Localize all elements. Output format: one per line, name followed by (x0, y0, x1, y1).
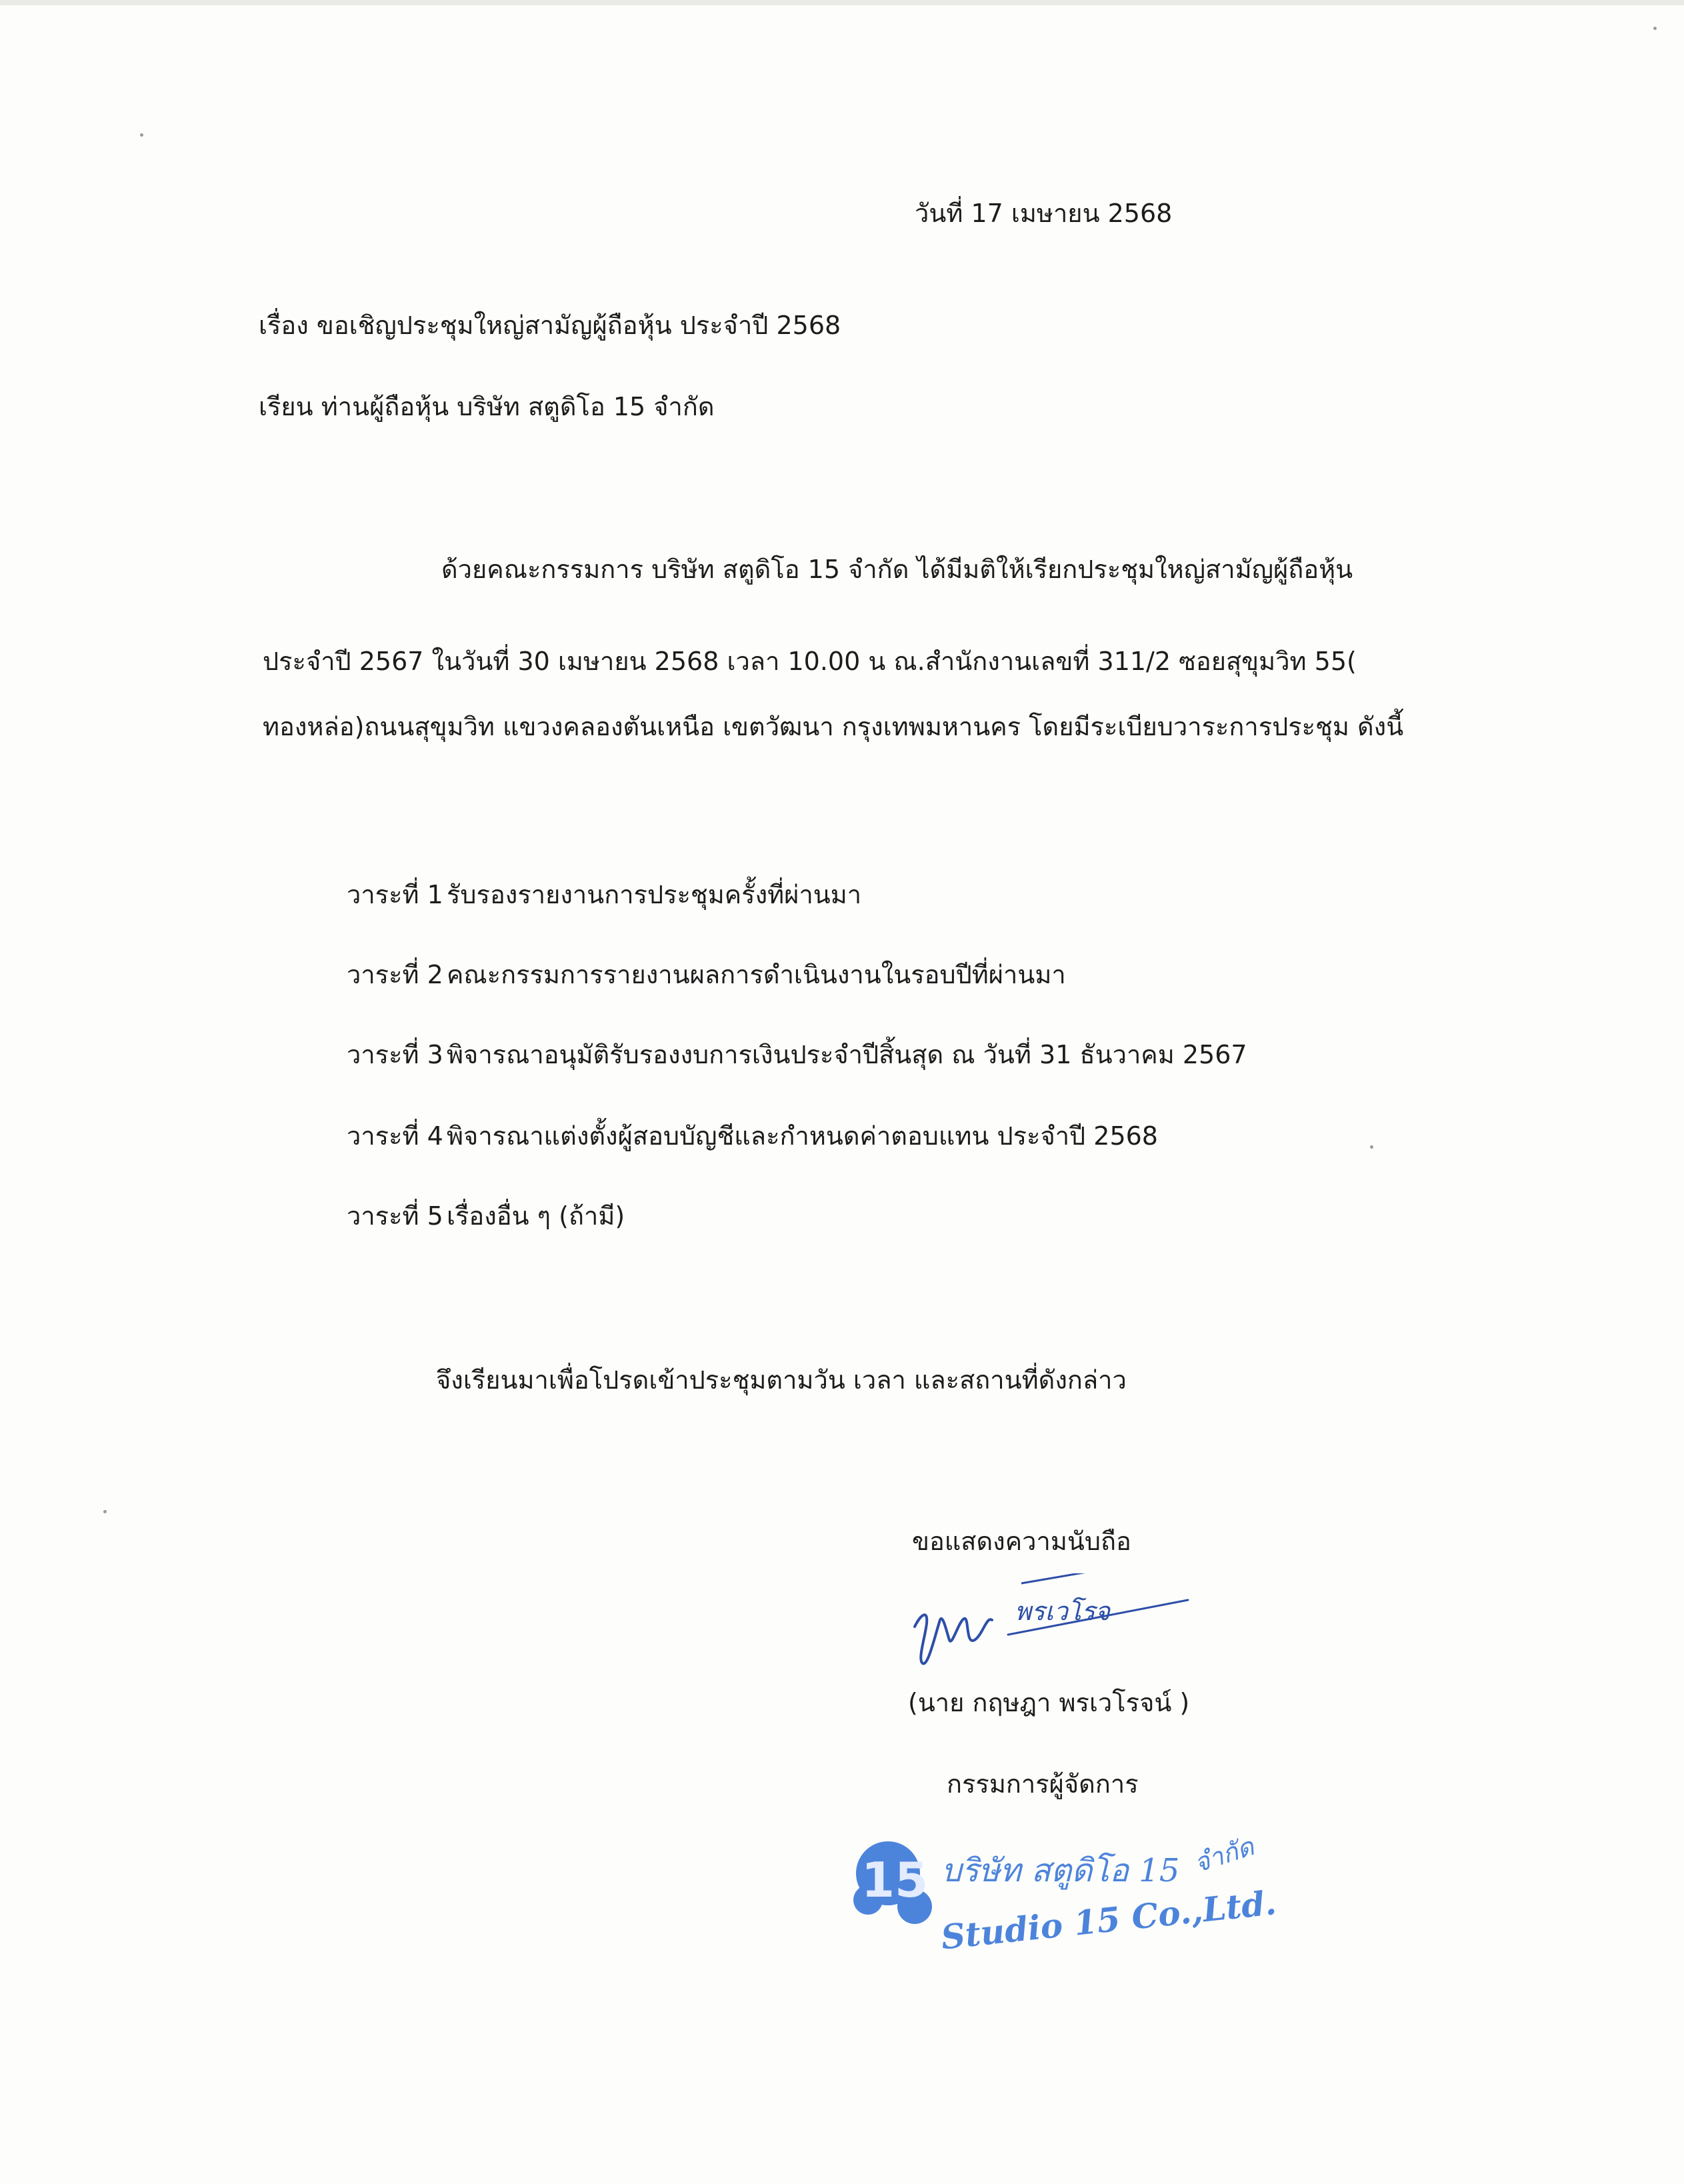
body-line-3: ทองหล่อ)ถนนสุขุมวิท แขวงคลองตันเหนือ เขตวัฒนา กรุงเทพมหานคร โดยมีระเบียบวาระการประชุม ดังนี้ (263, 712, 1404, 741)
agenda-item (347, 1039, 1247, 1071)
handwritten-signature (908, 1573, 1215, 1680)
letter-subject: เรื่อง ขอเชิญประชุมใหญ่สามัญผู้ถือหุ้น ประจำปี 2568 (259, 311, 841, 340)
closing-line: จึงเรียนมาเพื่อโปรดเข้าประชุมตามวัน เวลา และสถานที่ดังกล่าว (436, 1365, 1127, 1395)
company-stamp (841, 1827, 1295, 1960)
agenda-text: รับรองรายงานการประชุมครั้งที่ผ่านมา (447, 880, 862, 909)
scan-speck (1653, 27, 1657, 30)
signature-text: พรเวโรจ (1015, 1597, 1110, 1626)
agenda-item (347, 959, 1066, 991)
scan-speck (140, 133, 143, 137)
agenda-number: วาระที่ 4 (347, 1121, 443, 1151)
signer-name: (นาย กฤษฎา พรเวโรจน์ ) (908, 1688, 1190, 1717)
stamp-logo-number: 15 (861, 1852, 929, 1908)
agenda-item (347, 1200, 625, 1232)
agenda-number: วาระที่ 3 (347, 1040, 443, 1069)
agenda-text: คณะกรรมการรายงานผลการดำเนินงานในรอบปีที่ผ่านมา (447, 960, 1066, 989)
agenda-item (347, 879, 861, 911)
agenda-text: พิจารณาแต่งตั้งผู้สอบบัญชีและกำหนดค่าตอบแทน ประจำปี 2568 (447, 1121, 1158, 1151)
regards-line: ขอแสดงความนับถือ (912, 1527, 1131, 1556)
agenda-item (347, 1120, 1158, 1152)
scan-edge (0, 0, 1684, 5)
scan-speck (1370, 1145, 1373, 1149)
letter-salutation: เรียน ท่านผู้ถือหุ้น บริษัท สตูดิโอ 15 จำกัด (259, 392, 715, 421)
body-line-2: ประจำปี 2567 ในวันที่ 30 เมษายน 2568 เวลา 10.00 น ณ.สำนักงานเลขที่ 311/2 ซอยสุขุมวิท 55( (263, 647, 1357, 676)
stamp-thai-suffix: จำกัด (1190, 1831, 1258, 1879)
body-line-1: ด้วยคณะกรรมการ บริษัท สตูดิโอ 15 จำกัด ได้มีมติให้เรียกประชุมใหญ่สามัญผู้ถือหุ้น (441, 555, 1353, 584)
scan-speck (103, 1510, 107, 1513)
letter-date: วันที่ 17 เมษายน 2568 (915, 199, 1173, 228)
agenda-number: วาระที่ 1 (347, 880, 443, 909)
agenda-text: พิจารณาอนุมัติรับรองงบการเงินประจำปีสิ้นสุด ณ วันที่ 31 ธันวาคม 2567 (447, 1040, 1247, 1069)
stamp-english-name: Studio 15 Co.,Ltd. (939, 1883, 1279, 1957)
agenda-number: วาระที่ 5 (347, 1201, 443, 1231)
agenda-number: วาระที่ 2 (347, 960, 443, 989)
agenda-text: เรื่องอื่น ๆ (ถ้ามี) (447, 1201, 625, 1231)
stamp-thai-name: บริษัท สตูดิโอ 15 (941, 1852, 1180, 1889)
signer-position: กรรมการผู้จัดการ (947, 1769, 1139, 1799)
